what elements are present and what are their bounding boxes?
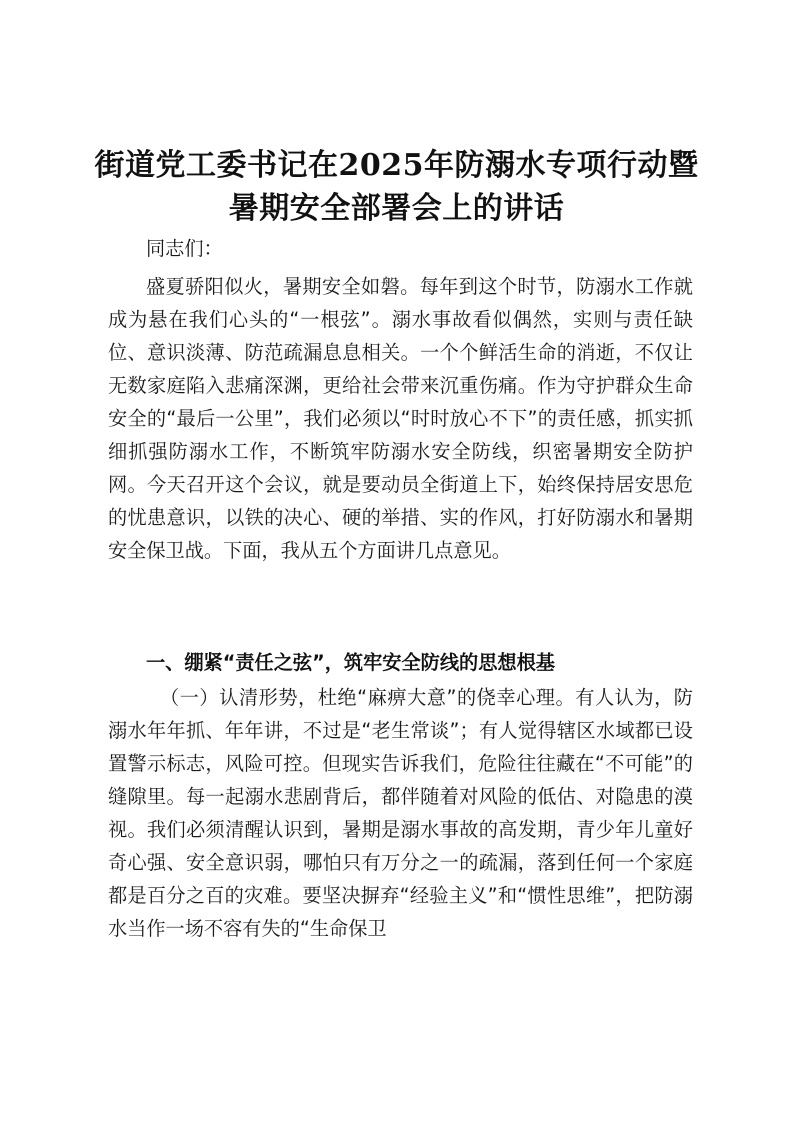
salutation: 同志们： xyxy=(146,237,223,260)
paragraph-1-1-body: 有人认为，防溺水年年抓、年年讲，不过是“老生常谈”；有人觉得辖区水域都已设置警示标志，风险可控。但现实告诉我们，危险往往藏在“不可能”的缝隙里。每一起溺水悲剧背后，都伴随着对风险的低估、对隐患的漠视。我们必须清醒认识到，暑期是溺水事故的高发期，青少年儿童好奇心强、安全意识弱，哪怕只有万分之一的疏漏，落到任何一个家庭都是百分之百的灾难。要坚决摒弃“经验主义”和“惯性思维”，把防溺水当作一场不容有失的“生命保卫 xyxy=(108,686,693,940)
section-heading-1: 一、绷紧“责任之弦”，筑牢安全防线的思想根基 xyxy=(146,651,555,674)
speech-title-line-1: 街道党工委书记在2025年防溺水专项行动暨 xyxy=(94,148,699,183)
opening-paragraph: 盛夏骄阳似火，暑期安全如磐。每年到这个时节，防溺水工作就成为悬在我们心头的“一根弦”。溺水事故看似偶然，实则与责任缺位、意识淡薄、防范疏漏息息相关。一个个鲜活生命的消逝，不仅让无数家庭陷入悲痛深渊，更给社会带来沉重伤痛。作为守护群众生命安全的“最后一公里”，我们必须以“时时放心不下”的责任感，抓实抓细抓强防溺水工作，不断筑牢防溺水安全防线，织密暑期安全防护网。今天召开这个会议，就是要动员全街道上下，始终保持居安思危的忧患意识，以铁的决心、硬的举措、实的作风，打好防溺水和暑期安全保卫战。下面，我从五个方面讲几点意见。 xyxy=(108,275,693,562)
paragraph-1-1 xyxy=(108,681,693,945)
subsection-heading-1-1: （一）认清形势，杜绝“麻痹大意”的侥幸心理。 xyxy=(160,686,576,709)
speech-title-line-2: 暑期安全部署会上的讲话 xyxy=(228,191,565,226)
